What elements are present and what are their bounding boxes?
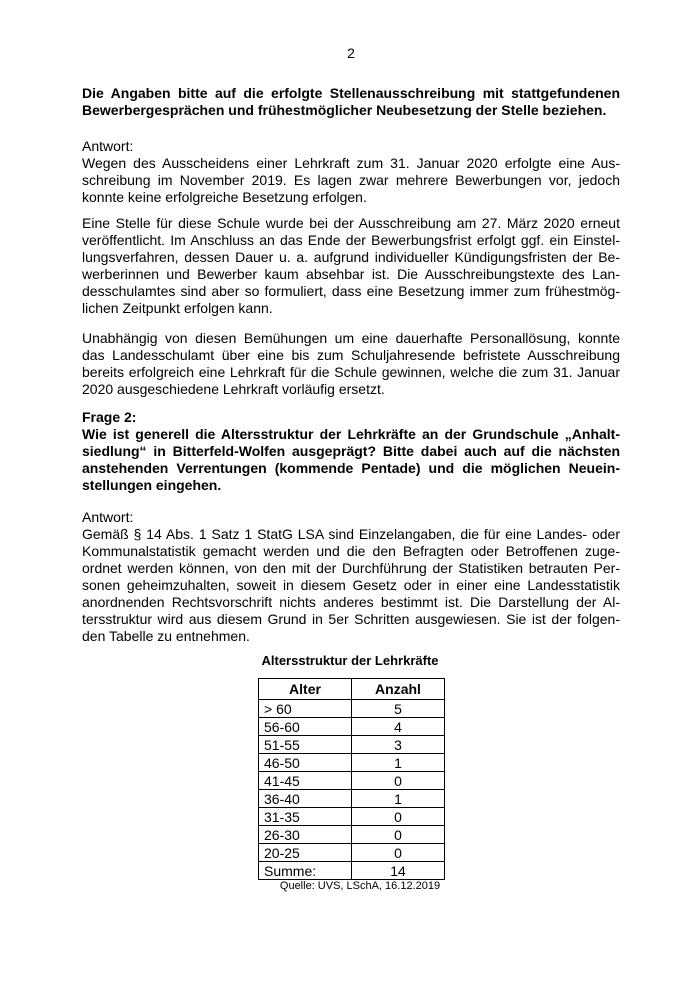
table-row (259, 700, 445, 718)
paragraph-line: anstehenden Verrentungen (kommende Pentade) und die möglichen Neuein- (82, 460, 620, 476)
paragraph-line: desschulamtes sind aber so formuliert, dass eine Besetzung immer zum frühestmög- (82, 283, 620, 299)
summary-value-cell: 14 (352, 862, 445, 880)
age-range-cell: 26-30 (259, 826, 352, 844)
count-cell: 1 (352, 754, 445, 772)
paragraph-line: Die Angaben bitte auf die erfolgte Stellenausschreibung mit stattgefundenen (82, 85, 620, 101)
paragraph-line: den Tabelle zu entnehmen. (82, 628, 250, 644)
paragraph-line: ordnet werden können, von den mit der Durchführung der Statistiken betrauten Per- (82, 560, 620, 576)
paragraph-line: Gemäß § 14 Abs. 1 Satz 1 StatG LSA sind Einzelangaben, die für eine Landes- oder (82, 526, 620, 542)
paragraph-line: sonen geheimzuhalten, soweit in diesem Gesetz oder in einer eine Landesstatistik (82, 577, 620, 593)
column-header-alter: Alter (259, 679, 352, 700)
answer1-paragraph (82, 155, 620, 206)
summary-label-cell: Summe: (259, 862, 352, 880)
count-cell: 1 (352, 790, 445, 808)
column-header-anzahl: Anzahl (352, 679, 445, 700)
count-cell: 4 (352, 718, 445, 736)
paragraph-line: Wie ist generell die Altersstruktur der Lehrkräfte an der Grundschule „Anhalt- (82, 426, 620, 442)
count-cell: 0 (352, 844, 445, 862)
question2-label: Frage 2: (82, 409, 137, 425)
paragraph-line: Bewerbergesprächen und frühestmöglicher Neubesetzung der Stelle beziehen. (82, 102, 607, 118)
request-note (82, 85, 620, 119)
age-range-cell: 31-35 (259, 808, 352, 826)
paragraph-line: schreibung im November 2019. Es lagen zwar mehrere Bewerbungen vor, jedoch (82, 172, 620, 188)
answer2-paragraph (82, 526, 620, 645)
paragraph-line: 2020 ausgeschiedene Lehrkraft vorläufig ersetzt. (82, 381, 385, 397)
page-number: 2 (347, 45, 355, 61)
age-range-cell: > 60 (259, 700, 352, 718)
age-structure-table (258, 678, 445, 880)
table-source-note: Quelle: UVS, LSchA, 16.12.2019 (279, 880, 441, 892)
age-range-cell: 46-50 (259, 754, 352, 772)
table-row (259, 736, 445, 754)
paragraph-unabhaengig (82, 330, 620, 398)
table-row (259, 790, 445, 808)
paragraph-line: das Landesschulamt über eine bis zum Schuljahresende befristete Ausschreibung (82, 347, 620, 363)
table-title: Altersstruktur der Lehrkräfte (261, 653, 439, 668)
count-cell: 5 (352, 700, 445, 718)
question2-block (82, 409, 620, 494)
table-row (259, 808, 445, 826)
paragraph-line: siedlung“ in Bitterfeld-Wolfen ausgeprägt? Bitte dabei auch auf die nächsten (82, 443, 620, 459)
table-row (259, 826, 445, 844)
paragraph-line: Kommunalstatistik gemacht werden und die den Befragten oder Betroffenen zuge- (82, 543, 620, 559)
paragraph-line: stellungen eingehen. (82, 477, 222, 493)
table-header-row (259, 679, 445, 700)
count-cell: 0 (352, 772, 445, 790)
table-row (259, 772, 445, 790)
count-cell: 0 (352, 826, 445, 844)
paragraph-ausschreibung (82, 215, 620, 317)
paragraph-line: tersstruktur wird aus diesem Grund in 5er Schritten ausgewiesen. Sie ist der folgen- (82, 611, 620, 627)
table-row (259, 844, 445, 862)
age-range-cell: 56-60 (259, 718, 352, 736)
age-range-cell: 20-25 (259, 844, 352, 862)
paragraph-line: veröffentlicht. Im Anschluss an das Ende der Bewerbungsfrist erfolgt ggf. ein Einstel- (82, 232, 620, 248)
age-range-cell: 36-40 (259, 790, 352, 808)
answer2-label: Antwort: (82, 509, 134, 525)
answer1-label: Antwort: (82, 138, 134, 154)
paragraph-line: konnte keine erfolgreiche Besetzung erfolgen. (82, 189, 367, 205)
paragraph-line: lichen Zeitpunkt erfolgen kann. (82, 300, 273, 316)
paragraph-line: Unabhängig von diesen Bemühungen um eine dauerhafte Personallösung, konnte (82, 330, 620, 346)
paragraph-line: werberinnen und Bewerber kaum absehbar ist. Die Ausschreibungstexte des Lan- (82, 266, 620, 282)
paragraph-line: lungsverfahren, dessen Dauer u. a. aufgrund individueller Kündigungsfristen der Be- (82, 249, 620, 265)
count-cell: 3 (352, 736, 445, 754)
paragraph-line: bereits erfolgreich eine Lehrkraft für die Schule gewinnen, welche die zum 31. Januar (82, 364, 620, 380)
table-row (259, 754, 445, 772)
paragraph-line: Wegen des Ausscheidens einer Lehrkraft zum 31. Januar 2020 erfolgte eine Aus- (82, 155, 620, 171)
paragraph-line: anordnenden Rechtsvorschrift nichts anderes bestimmt ist. Die Darstellung der Al- (82, 594, 620, 610)
table-row (259, 718, 445, 736)
age-range-cell: 51-55 (259, 736, 352, 754)
paragraph-line: Eine Stelle für diese Schule wurde bei der Ausschreibung am 27. März 2020 erneut (82, 215, 620, 231)
age-range-cell: 41-45 (259, 772, 352, 790)
table-summary-row (259, 862, 445, 880)
count-cell: 0 (352, 808, 445, 826)
